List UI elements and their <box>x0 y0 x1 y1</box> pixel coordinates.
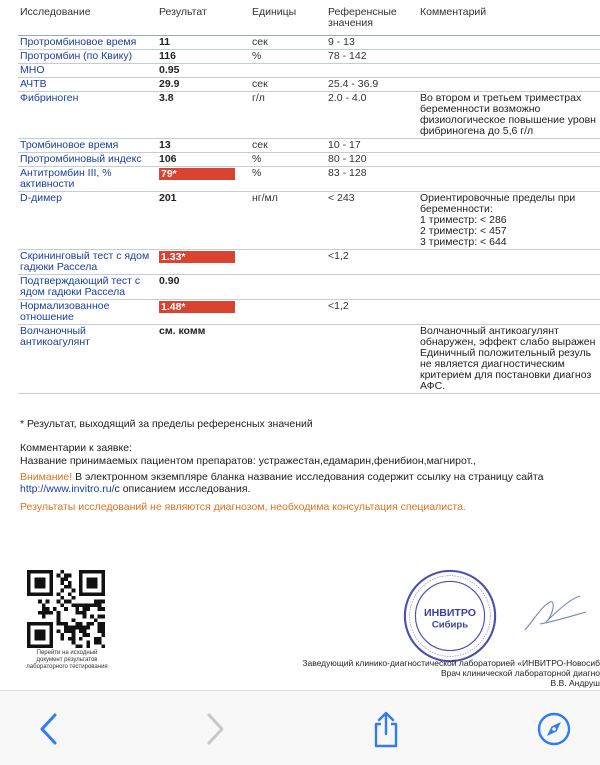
comment <box>418 139 600 153</box>
reference-range: < 243 <box>326 192 418 250</box>
stamp-subtitle: Сибирь <box>431 619 469 631</box>
table-row <box>18 92 600 139</box>
header-comment: Комментарий <box>418 4 600 36</box>
result-value <box>157 92 250 139</box>
table-row <box>18 167 600 192</box>
table-row <box>18 36 600 50</box>
result-value <box>157 192 250 250</box>
result-text: 0.95 <box>159 64 180 76</box>
browser-toolbar <box>0 690 600 765</box>
comment <box>418 50 600 64</box>
table-row <box>18 300 600 325</box>
test-name-link[interactable]: Антитромбин III, % активности <box>18 167 157 192</box>
result-value <box>157 50 250 64</box>
back-chevron-icon <box>37 712 59 746</box>
table-row <box>18 64 600 78</box>
footnote: * Результат, выходящий за пределы референсных значений <box>20 418 313 430</box>
reference-range <box>326 64 418 78</box>
comment: Во втором и третьем триместрах беременности возможно физиологическое повышение уровн фибриногена до 5,6 г/л <box>418 92 600 139</box>
reference-range: 25.4 - 36.9 <box>326 78 418 92</box>
unit <box>250 250 326 275</box>
unit <box>250 64 326 78</box>
forward-chevron-icon <box>205 712 227 746</box>
unit: сек <box>250 139 326 153</box>
unit: нг/мл <box>250 192 326 250</box>
table-row <box>18 50 600 64</box>
result-value <box>157 275 250 300</box>
signature-line-3: В.В. Андруш <box>550 678 600 688</box>
disclaimer: Результаты исследований не являются диагнозом, необходима консультация специалиста. <box>20 501 466 513</box>
signature-line-1: Заведующий клинико-диагностической лабораторией «ИНВИТРО-Новосиб <box>302 658 600 668</box>
table-row <box>18 139 600 153</box>
test-name-link[interactable]: Протромбиновое время <box>18 36 157 50</box>
drugs-line: Название принимаемых пациентом препаратов: устражестан,едамарин,фенибион,магнирот., <box>20 455 477 467</box>
table-row <box>18 78 600 92</box>
table-row <box>18 250 600 275</box>
result-text: 116 <box>159 50 176 62</box>
result-text: 3.8 <box>159 92 174 104</box>
result-value <box>157 153 250 167</box>
signature <box>520 588 590 638</box>
result-text: см. комм <box>159 325 206 337</box>
result-value <box>157 78 250 92</box>
unit: % <box>250 153 326 167</box>
compass-button[interactable] <box>534 709 574 749</box>
reference-range <box>326 325 418 394</box>
unit <box>250 325 326 394</box>
table-header <box>18 4 600 36</box>
test-name-link[interactable]: Протромбин (по Квику) <box>18 50 157 64</box>
site-line <box>20 483 250 495</box>
header-reference: Референсные значения <box>326 4 418 36</box>
qr-caption: Перейти на исходный документ результатов лабораторного тестирования <box>26 650 108 670</box>
table-row <box>18 275 600 300</box>
result-text: 11 <box>159 36 171 48</box>
result-text: 106 <box>159 153 177 165</box>
test-name-link[interactable]: МНО <box>18 64 157 78</box>
test-name-link[interactable]: Подтверждающий тест с ядом гадюки Рассела <box>18 275 157 300</box>
comment <box>418 300 600 325</box>
test-name-link[interactable]: Нормализованное отношение <box>18 300 157 325</box>
reference-range <box>326 275 418 300</box>
comments-title: Комментарии к заявке: <box>20 442 132 454</box>
comment: Волчаночный антикоагулянт обнаружен, эффект слабо выражен Единичный положительный резуль не является диагностическим критерием для постановки диагноз АФС. <box>418 325 600 394</box>
reference-range: 78 - 142 <box>326 50 418 64</box>
result-value <box>157 300 250 325</box>
reference-range: 2.0 - 4.0 <box>326 92 418 139</box>
attention-label: Внимание! <box>20 471 73 483</box>
attention-text: В электронном экземпляре бланка название исследования содержит ссылку на страницу сайта <box>72 471 544 483</box>
stamp-title: ИНВИТРО <box>424 607 476 619</box>
unit <box>250 275 326 300</box>
unit: г/л <box>250 92 326 139</box>
reference-range: 83 - 128 <box>326 167 418 192</box>
site-link[interactable]: http://www.invitro.ru/ <box>20 483 115 495</box>
reference-range: 9 - 13 <box>326 36 418 50</box>
reference-range: 10 - 17 <box>326 139 418 153</box>
share-icon <box>371 710 401 748</box>
unit <box>250 300 326 325</box>
unit: сек <box>250 36 326 50</box>
comment <box>418 36 600 50</box>
reference-range: <1,2 <box>326 300 418 325</box>
signature-line-2: Врач клинической лабораторной диагно <box>440 668 600 678</box>
unit: % <box>250 50 326 64</box>
out-of-range-badge: 79* <box>159 168 235 180</box>
unit: % <box>250 167 326 192</box>
result-value <box>157 250 250 275</box>
comment <box>418 78 600 92</box>
result-value <box>157 64 250 78</box>
comment: Ориентировочные пределы при беременности: 1 триместр: < 286 2 триместр: < 457 3 триместр: < 644 <box>418 192 600 250</box>
comment <box>418 167 600 192</box>
comment <box>418 275 600 300</box>
table-row <box>18 153 600 167</box>
test-name-link[interactable]: Скрининговый тест с ядом гадюки Рассела <box>18 250 157 275</box>
out-of-range-badge: 1.48* <box>159 301 235 313</box>
header-result: Результат <box>157 4 250 36</box>
results-table <box>18 4 600 394</box>
test-name-link[interactable]: АЧТВ <box>18 78 157 92</box>
comment <box>418 153 600 167</box>
test-name-link[interactable]: Тромбиновое время <box>18 139 157 153</box>
header-test: Исследование <box>18 4 157 36</box>
result-text: 0.90 <box>159 275 180 287</box>
unit: сек <box>250 78 326 92</box>
result-text: 29.9 <box>159 78 180 90</box>
forward-button[interactable] <box>196 709 236 749</box>
test-name-link[interactable]: Фибриноген <box>18 92 157 139</box>
reference-range: 80 - 120 <box>326 153 418 167</box>
out-of-range-badge: 1.33* <box>159 251 235 263</box>
share-button[interactable] <box>366 709 406 749</box>
back-button[interactable] <box>28 709 68 749</box>
results-body <box>18 36 600 394</box>
table-row <box>18 325 600 394</box>
result-value <box>157 325 250 394</box>
attention-line <box>20 471 543 483</box>
result-text: 13 <box>159 139 171 151</box>
comment <box>418 64 600 78</box>
test-name-link[interactable]: Волчаночный антикоагулянт <box>18 325 157 394</box>
result-text: 201 <box>159 192 177 204</box>
result-value <box>157 139 250 153</box>
result-value <box>157 167 250 192</box>
comment <box>418 250 600 275</box>
result-value <box>157 36 250 50</box>
lab-stamp <box>402 568 498 664</box>
header-units: Единицы <box>250 4 326 36</box>
reference-range: <1,2 <box>326 250 418 275</box>
test-name-link[interactable]: Протромбиновый индекс <box>18 153 157 167</box>
table-row <box>18 192 600 250</box>
compass-icon <box>536 711 572 747</box>
test-name-link[interactable]: D-димер <box>18 192 157 250</box>
site-suffix: с описанием исследования. <box>114 483 251 495</box>
qr-code[interactable] <box>24 570 108 648</box>
